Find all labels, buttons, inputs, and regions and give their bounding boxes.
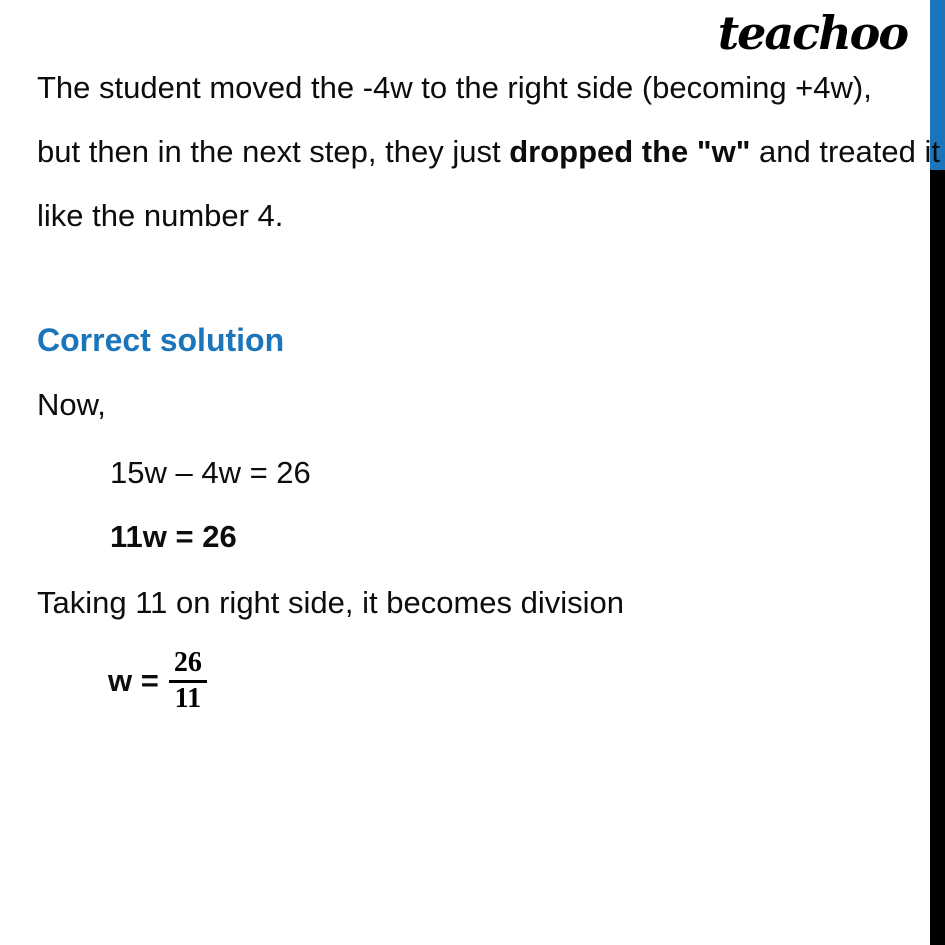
equation-11w-equals-26: 11w = 26 [110,519,237,554]
paragraph-line-2: but then in the next step, they just dropped the "w" and treated it [37,134,940,169]
taking-11-explanation: Taking 11 on right side, it becomes division [37,585,625,620]
fraction-numerator: 26 [169,648,207,683]
equation-15w-minus-4w: 15w – 4w = 26 [110,455,311,490]
bold-dropped-w-text: dropped the "w" [509,134,751,169]
correct-solution-heading: Correct solution [37,322,285,358]
final-answer-lhs: w = [108,663,159,699]
explanation-paragraph [37,56,940,248]
right-edge-black-bar [930,170,945,945]
paragraph-line-3: like the number 4. [37,198,284,233]
final-answer-line [108,648,207,715]
fraction-26-over-11 [169,648,207,715]
now-label: Now, [37,387,106,422]
teachoo-logo: teachoo [717,6,907,60]
paragraph-line-1: The student moved the -4w to the right side (becoming +4w), [37,70,872,105]
fraction-denominator: 11 [174,682,202,714]
